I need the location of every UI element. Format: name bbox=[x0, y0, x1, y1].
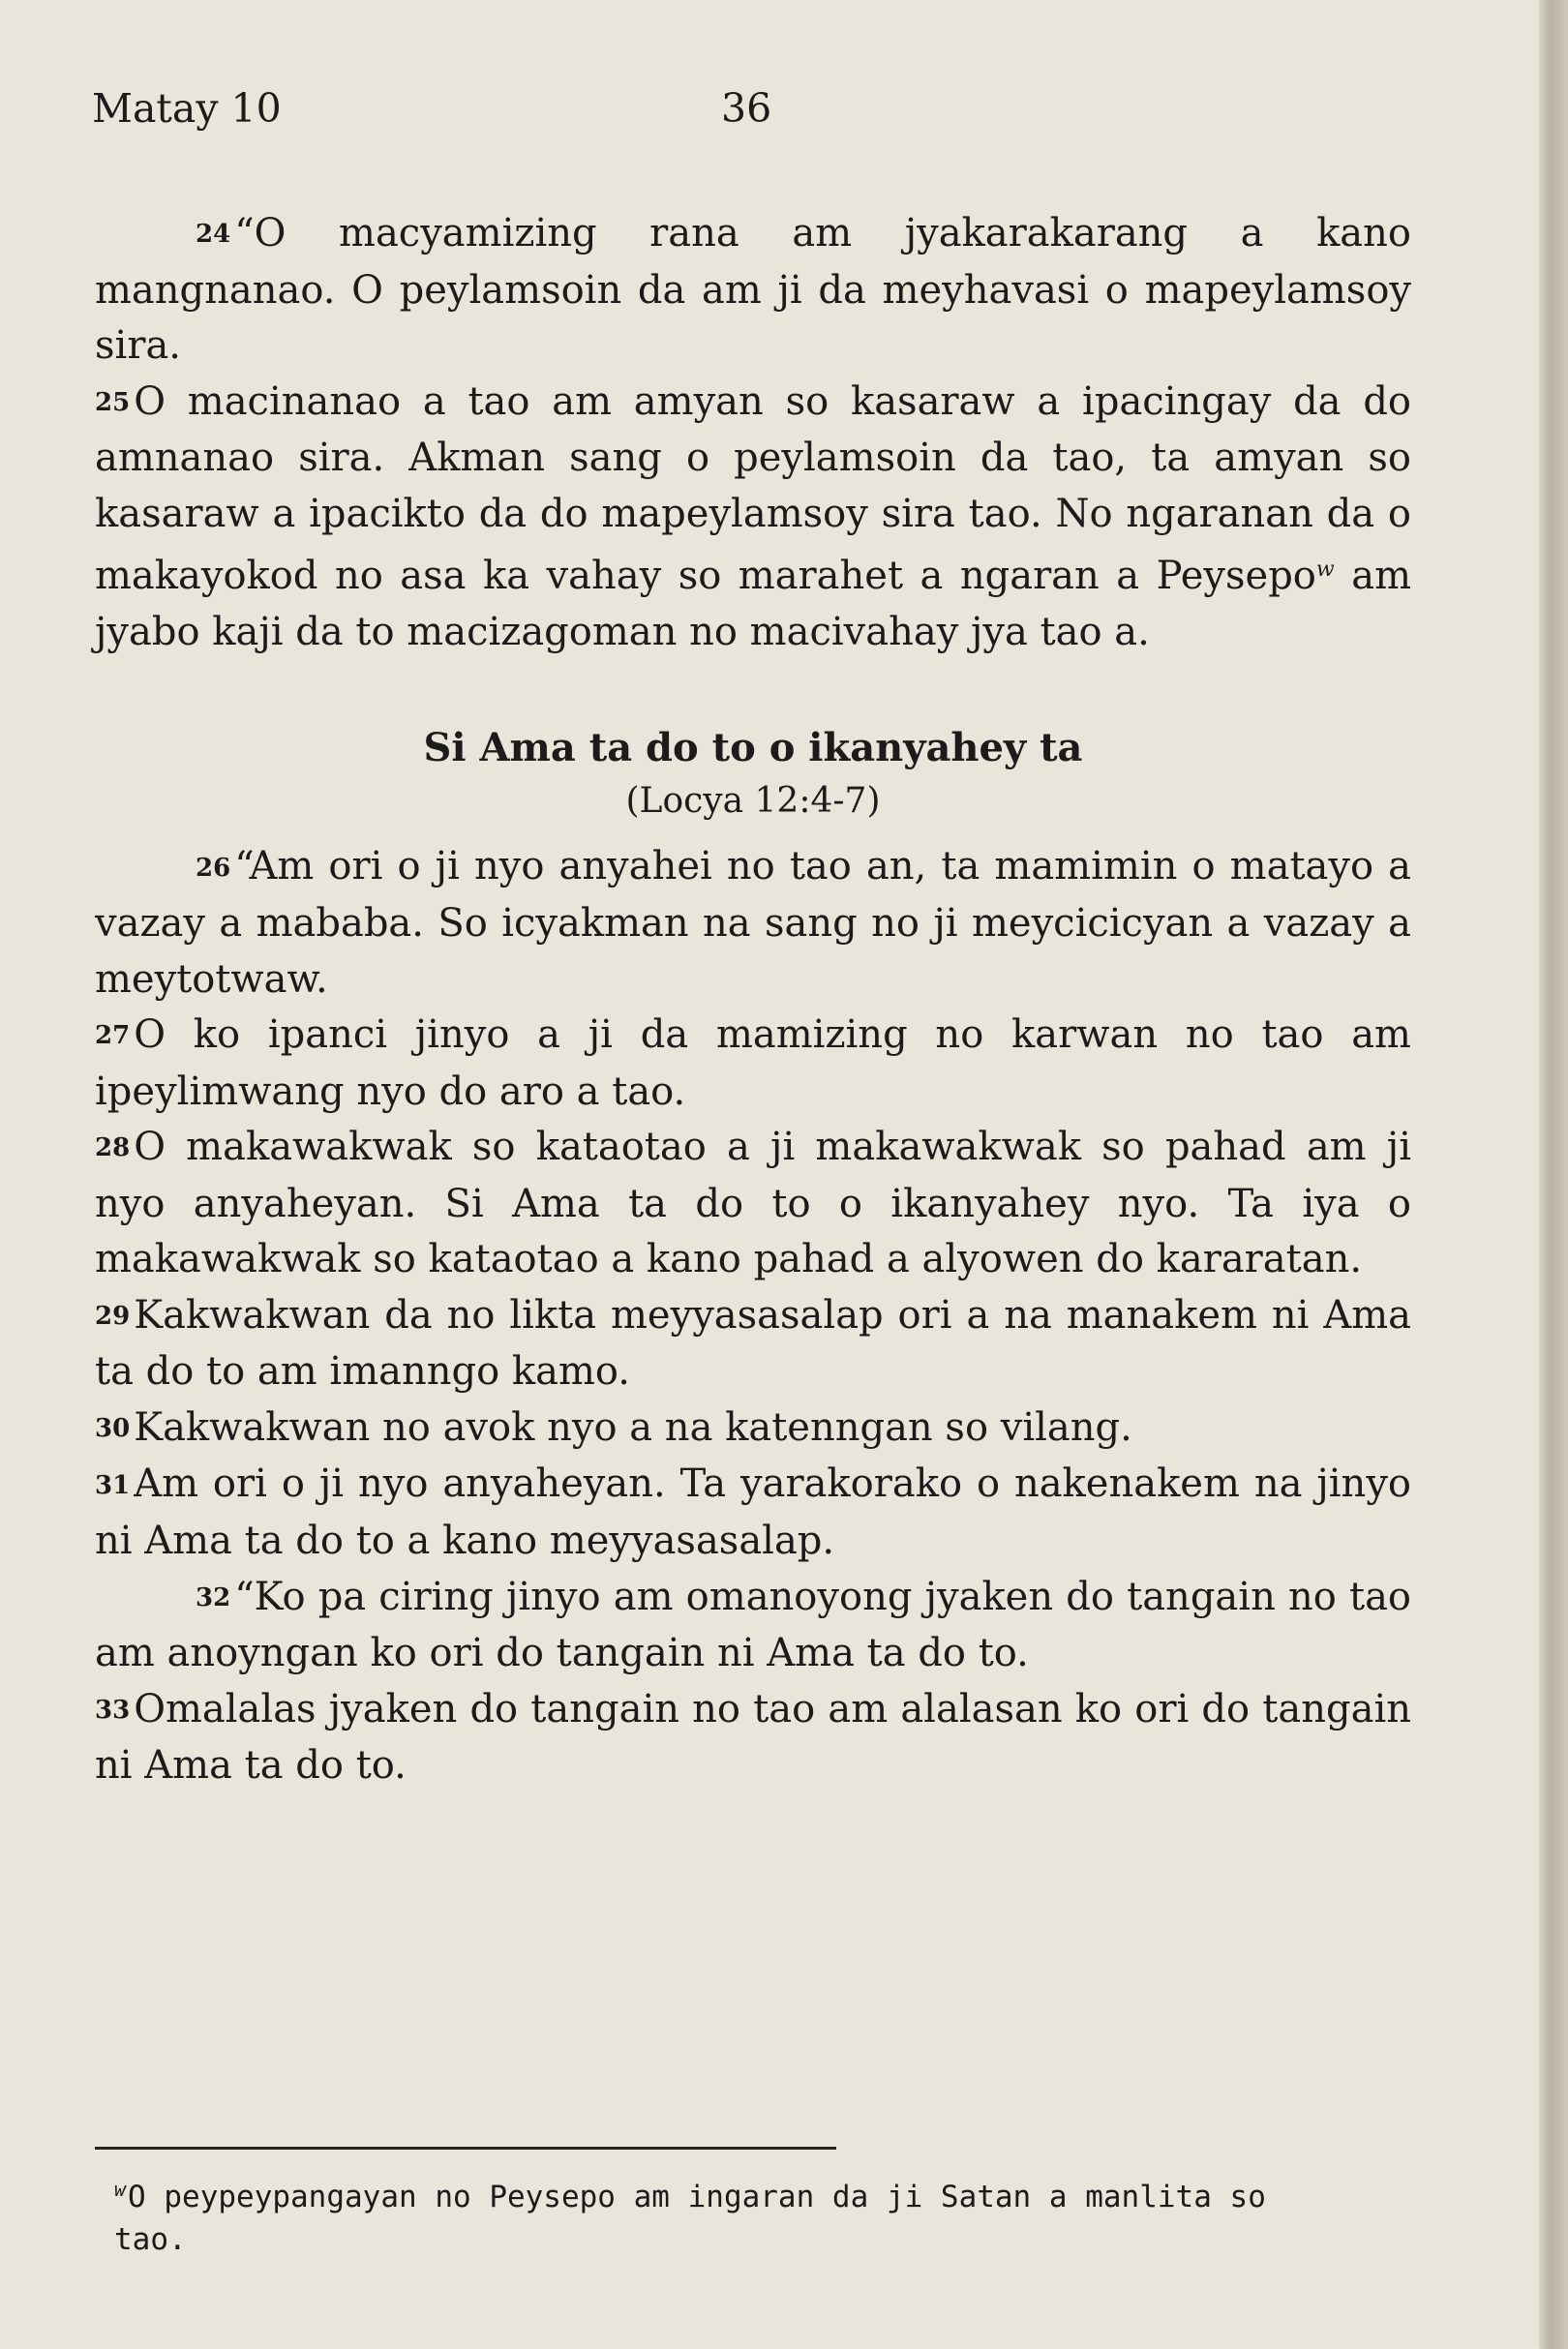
verse-text: Omalalas jyaken do tangain no tao am alalasan ko ori do tangain ni Ama ta do to. bbox=[95, 1686, 1411, 1789]
verse-text: “Ko pa ciring jinyo am omanoyong jyaken do tangain no tao am anoyngan ko ori do tangain ni Ama ta do to. bbox=[95, 1574, 1411, 1676]
verse-text: O macinanao a tao am amyan so kasaraw a ipacingay da do amnanao sira. Akman sang o peylamsoin da tao, ta amyan so kasaraw a ipacikto da do mapeylamsoy sira tao. No ngaranan da o makayokod no asa ka vahay so marahet a ngaran a Peysepo bbox=[95, 378, 1411, 599]
verse-26 bbox=[95, 839, 1411, 1008]
verse-30 bbox=[95, 1400, 1411, 1458]
verse-24 bbox=[95, 206, 1411, 375]
page-number: 36 bbox=[721, 85, 772, 132]
verse-28 bbox=[95, 1120, 1411, 1288]
verse-number: 31 bbox=[95, 1470, 131, 1500]
verse-text: O makawakwak so kataotao a ji makawakwak so pahad am ji nyo anyaheyan. Si Ama ta do to o ikanyahey nyo. Ta iya o makawakwak so kataotao a kano pahad a alyowen do kararatan. bbox=[95, 1125, 1411, 1282]
footnote-mark: w bbox=[114, 2178, 127, 2201]
verse-text: O ko ipanci jinyo a ji da mamizing no karwan no tao am ipeylimwang nyo do aro a tao. bbox=[95, 1012, 1411, 1114]
verse-text: “O macyamizing rana am jyakarakarang a kano mangnanao. O peylamsoin da am ji da meyhavasi o mapeylamsoy sira. bbox=[95, 211, 1411, 369]
footnote-reference: w bbox=[1315, 557, 1335, 583]
verse-number: 24 bbox=[196, 220, 231, 250]
verse-text: “Am ori o ji nyo anyahei no tao an, ta mamimin o matayo a vazay a mababa. So icyakman na sang no ji meycicicyan a vazay a meytotwaw. bbox=[95, 844, 1411, 1002]
verse-number: 28 bbox=[95, 1133, 131, 1163]
verse-text: Am ori o ji nyo anyaheyan. Ta yarakorako o nakenakem na jinyo ni Ama ta do to a kano meyyasasalap. bbox=[95, 1461, 1411, 1564]
section-parallel-reference: (Locya 12:4-7) bbox=[625, 781, 881, 822]
verse-text-continued: am jyabo kaji da to macizagoman no macivahay jya tao a. bbox=[95, 554, 1411, 654]
verse-number: 33 bbox=[95, 1695, 131, 1725]
scripture-text bbox=[95, 206, 1411, 1794]
footnote-divider bbox=[95, 2147, 836, 2150]
verse-number: 32 bbox=[196, 1582, 231, 1612]
verse-32 bbox=[95, 1570, 1411, 1682]
verse-number: 25 bbox=[95, 387, 131, 417]
verse-27 bbox=[95, 1008, 1411, 1120]
verse-number: 29 bbox=[95, 1301, 131, 1331]
footnote bbox=[114, 2168, 1314, 2261]
verse-number: 26 bbox=[196, 853, 231, 883]
verse-text: Kakwakwan da no likta meyyasasalap ori a na manakem ni Ama ta do to am imanngo kamo. bbox=[95, 1292, 1411, 1395]
footnote-text: O peypeypangayan no Peysepo am ingaran da ji Satan a manlita so tao. bbox=[114, 2180, 1266, 2257]
book-chapter-title: Matay 10 bbox=[92, 85, 282, 132]
verse-33 bbox=[95, 1682, 1411, 1794]
verse-number: 27 bbox=[95, 1021, 131, 1051]
section-heading: Si Ama ta do to o ikanyahey ta bbox=[423, 725, 1083, 771]
verse-number: 30 bbox=[95, 1413, 131, 1443]
page-edge bbox=[1539, 0, 1568, 2349]
verse-text: Kakwakwan no avok nyo a na katenngan so vilang. bbox=[134, 1404, 1132, 1450]
verse-25 bbox=[95, 375, 1411, 661]
verse-31 bbox=[95, 1457, 1411, 1569]
verse-29 bbox=[95, 1288, 1411, 1400]
